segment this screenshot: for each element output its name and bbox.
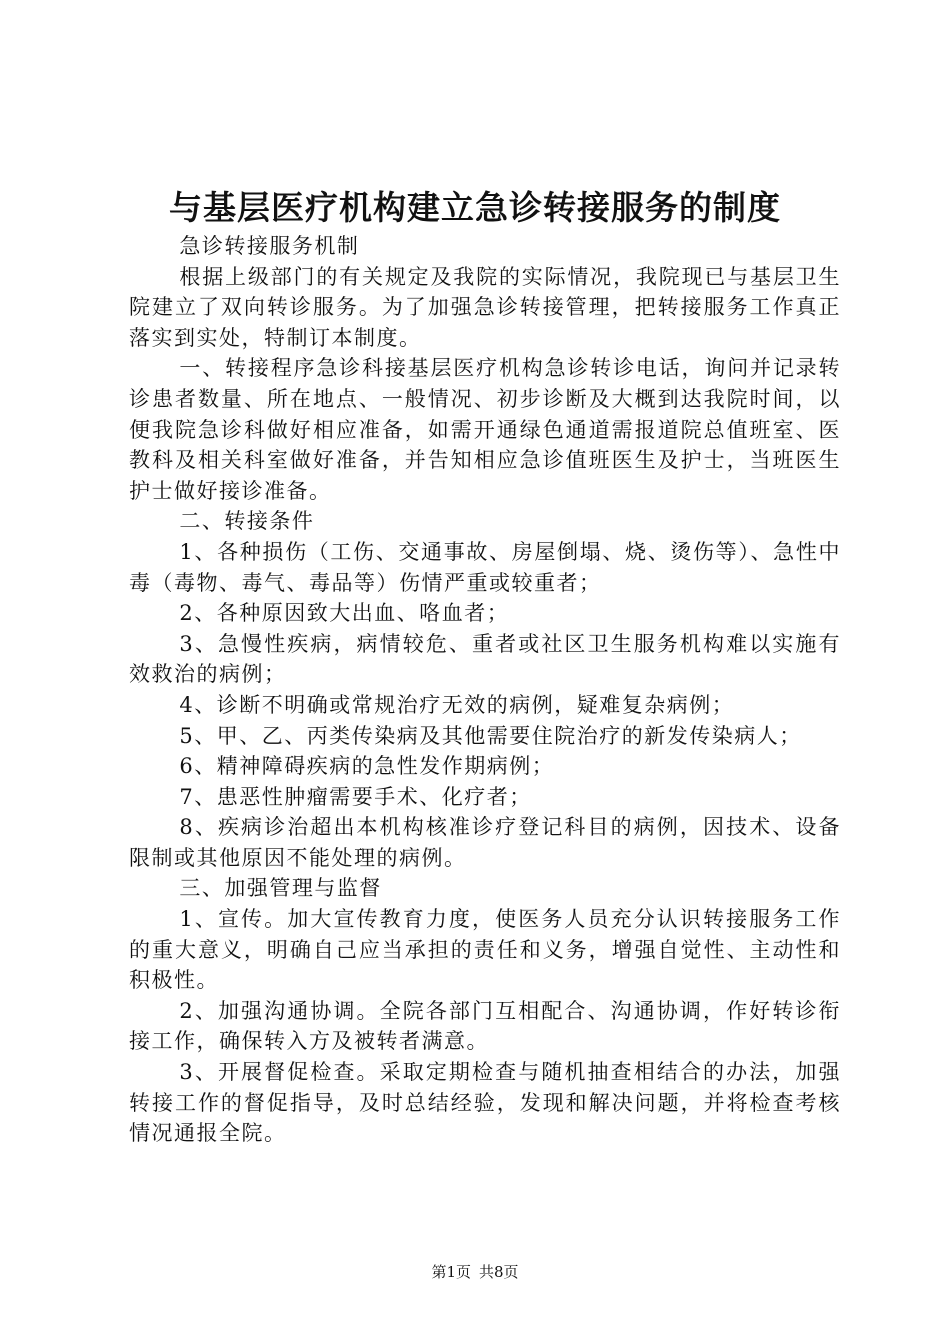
paragraph-condition-4: 4、诊断不明确或常规治疗无效的病例，疑难复杂病例； <box>179 692 735 717</box>
page-footer <box>0 1262 950 1282</box>
paragraph-condition-3: 3、急慢性疾病，病情较危、重者或社区卫生服务机构难以实施有效救治的病例； <box>129 631 841 687</box>
paragraph-intro: 根据上级部门的有关规定及我院的实际情况，我院现已与基层卫生院建立了双向转诊服务。为了加强急诊转接管理，把转接服务工作真正落实到实处，特制订本制度。 <box>129 264 841 350</box>
page-number: 第1页 <box>431 1263 471 1281</box>
paragraph-condition-6: 6、精神障碍疾病的急性发作期病例； <box>179 754 555 779</box>
document-body <box>129 231 841 1149</box>
paragraph-section-3-heading: 三、加强管理与监督 <box>179 876 382 901</box>
paragraph-condition-1: 1、各种损伤（工伤、交通事故、房屋倒塌、烧、烫伤等）、急性中毒（毒物、毒气、毒品等）伤情严重或较重者； <box>129 539 841 595</box>
paragraph-section-1: 一、转接程序急诊科接基层医疗机构急诊转诊电话，询问并记录转诊患者数量、所在地点、一般情况、初步诊断及大概到达我院时间，以便我院急诊科做好相应准备，如需开通绿色通道需报道院总值班室、医教科及相关科室做好准备，并告知相应急诊值班医生及护士，当班医生护士做好接诊准备。 <box>129 356 841 503</box>
paragraph-measure-3: 3、开展督促检查。采取定期检查与随机抽查相结合的办法，加强转接工作的督促指导，及时总结经验，发现和解决问题，并将检查考核情况通报全院。 <box>129 1060 841 1146</box>
paragraph-condition-7: 7、患恶性肿瘤需要手术、化疗者； <box>179 784 532 809</box>
paragraph-condition-2: 2、各种原因致大出血、咯血者； <box>179 601 510 626</box>
paragraph-condition-5: 5、甲、乙、丙类传染病及其他需要住院治疗的新发传染病人； <box>179 723 802 748</box>
paragraph-section-2-heading: 二、转接条件 <box>179 509 315 534</box>
paragraph-measure-2: 2、加强沟通协调。全院各部门互相配合、沟通协调，作好转诊衔接工作，确保转入方及被转者满意。 <box>129 998 841 1054</box>
paragraph-measure-1: 1、宣传。加大宣传教育力度，使医务人员充分认识转接服务工作的重大意义，明确自己应当承担的责任和义务，增强自觉性、主动性和积极性。 <box>129 907 841 993</box>
paragraph-condition-8: 8、疾病诊治超出本机构核准诊疗登记科目的病例，因技术、设备限制或其他原因不能处理的病例。 <box>129 815 841 870</box>
page-total: 共8页 <box>479 1263 519 1281</box>
document-title: 与基层医疗机构建立急诊转接服务的制度 <box>169 188 781 227</box>
paragraph-subtitle: 急诊转接服务机制 <box>179 234 360 258</box>
